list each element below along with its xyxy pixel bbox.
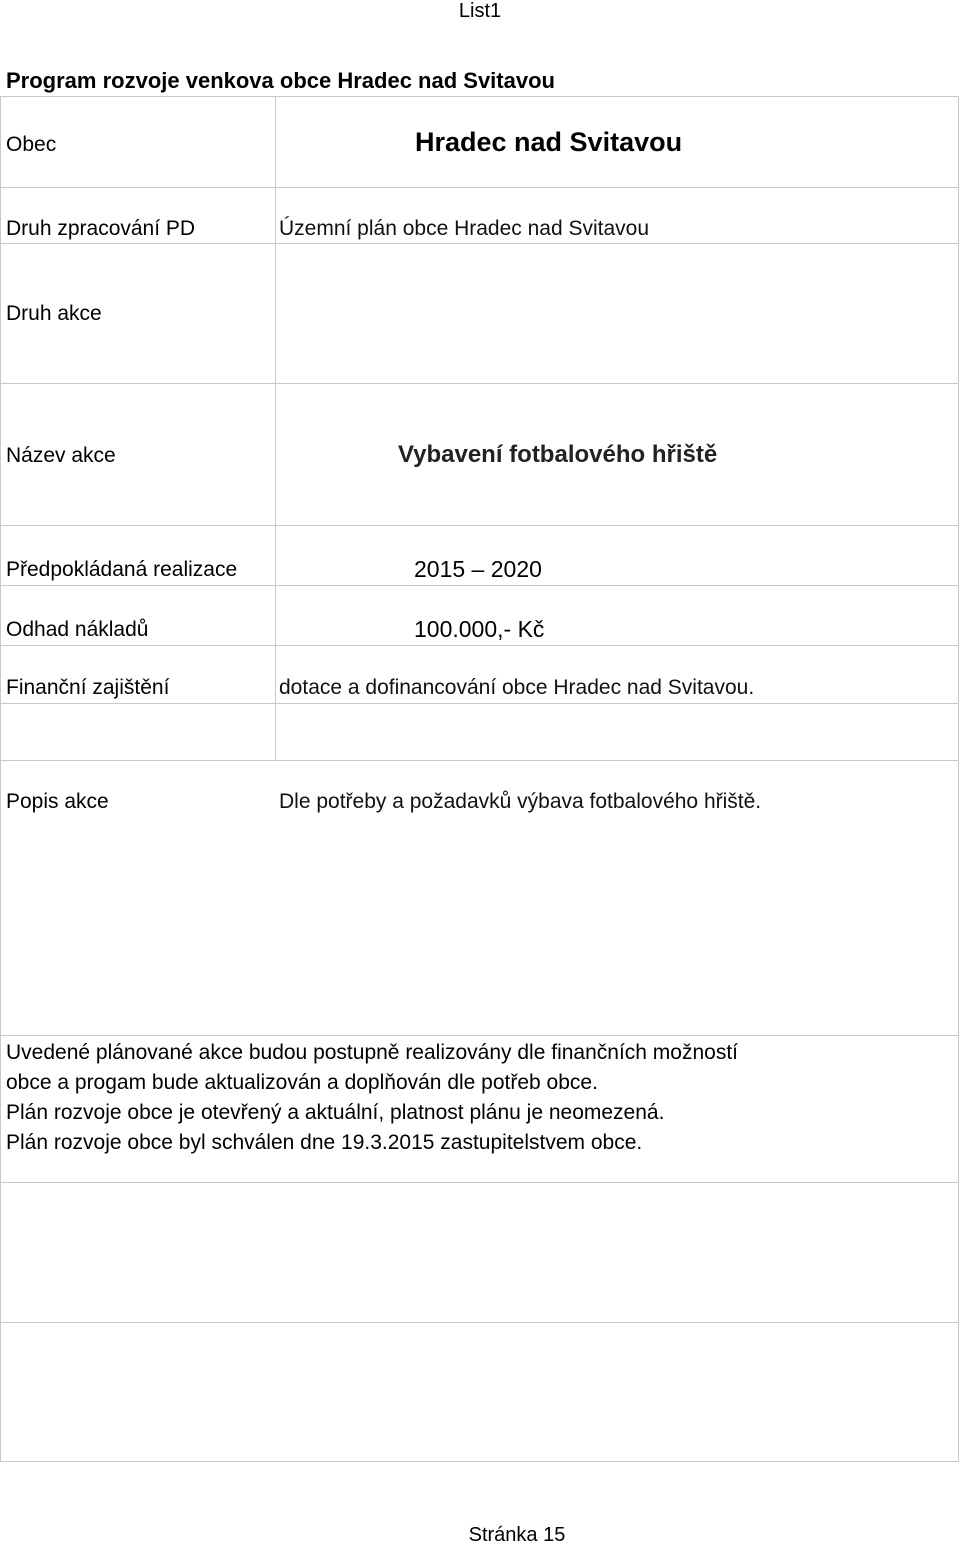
predpokladana-realizace-value: 2015 – 2020	[414, 556, 542, 582]
financni-zajisteni-value: dotace a dofinancování obce Hradec nad Svitavou.	[279, 676, 755, 699]
grid-line-row	[0, 187, 959, 188]
obec-value: Hradec nad Svitavou	[415, 127, 683, 157]
grid-line-right	[958, 96, 959, 1461]
page-number: Stránka 15	[468, 1524, 566, 1546]
financni-zajisteni-label: Finanční zajištění	[6, 676, 170, 699]
document-heading: Program rozvoje venkova obce Hradec nad Svitavou	[6, 68, 555, 93]
note-line: Plán rozvoje obce byl schválen dne 19.3.2015 zastupitelstvem obce.	[6, 1131, 643, 1154]
grid-line-row	[0, 243, 959, 244]
grid-line-row	[0, 1035, 959, 1036]
grid-line-row	[0, 760, 959, 761]
grid-line-left	[0, 96, 1, 1461]
odhad-nakladu-label: Odhad nákladů	[6, 618, 149, 641]
grid-line-row	[0, 1461, 959, 1462]
nazev-akce-label: Název akce	[6, 444, 116, 467]
predpokladana-realizace-label: Předpokládaná realizace	[6, 558, 238, 581]
obec-label: Obec	[6, 133, 57, 156]
notes-block	[6, 1038, 936, 1158]
druh-zpracovani-value: Územní plán obce Hradec nad Svitavou	[279, 217, 650, 240]
note-line: Uvedené plánované akce budou postupně realizovány dle finančních možností	[6, 1041, 738, 1064]
grid-line-row	[0, 585, 959, 586]
grid-line-col-divider	[275, 96, 276, 760]
odhad-nakladu-value: 100.000,- Kč	[414, 616, 545, 642]
druh-zpracovani-label: Druh zpracování PD	[6, 217, 196, 240]
popis-akce-value: Dle potřeby a požadavků výbava fotbalového hřiště.	[279, 790, 762, 813]
grid-line-row	[0, 383, 959, 384]
note-line: Plán rozvoje obce je otevřený a aktuální, platnost plánu je neomezená.	[6, 1101, 665, 1124]
note-line: obce a progam bude aktualizován a doplňován dle potřeb obce.	[6, 1071, 598, 1094]
grid-line-row	[0, 96, 959, 97]
grid-line-row	[0, 525, 959, 526]
popis-akce-label: Popis akce	[6, 790, 109, 813]
druh-akce-label: Druh akce	[6, 302, 102, 325]
nazev-akce-value: Vybavení fotbalového hřiště	[398, 441, 718, 468]
grid-line-row	[0, 645, 959, 646]
grid-line-row	[0, 703, 959, 704]
sheet-name: List1	[458, 0, 502, 22]
grid-line-row	[0, 1322, 959, 1323]
grid-line-row	[0, 1182, 959, 1183]
